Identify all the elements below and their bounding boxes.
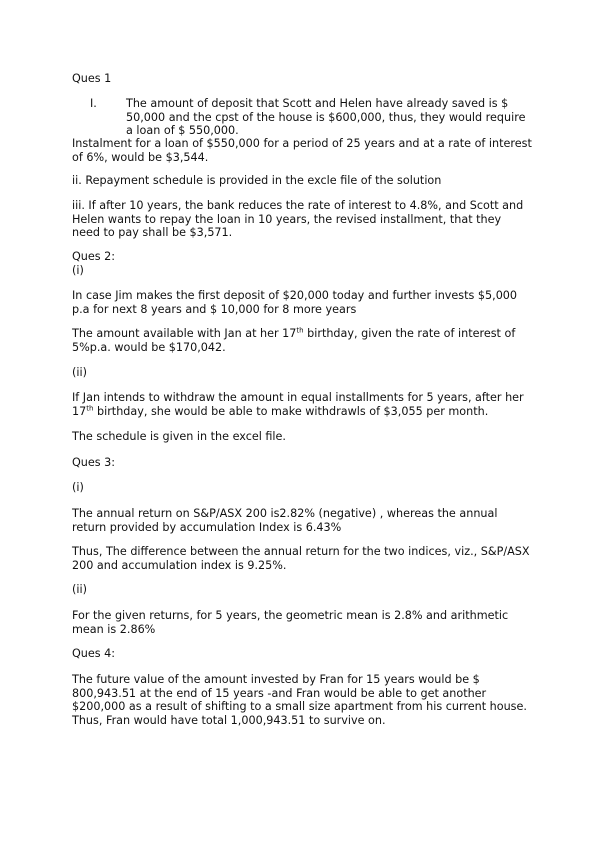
q1-heading: Ques 1 xyxy=(72,72,112,85)
q2-withdrawal-text: If Jan intends to withdraw the amount in equal installments for 5 years, after her 17th birthday, she would be able to make withdrawls of $3,055 per month. xyxy=(72,391,524,418)
q2-amount-available-text: The amount available with Jan at her 17th birthday, given the rate of interest of 5%p.a. would be $170,042. xyxy=(72,326,516,354)
q1-part-iii-text: iii. If after 10 years, the bank reduces the rate of interest to 4.8%, and Scott and Helen wants to repay the loan in 10 years, the revised installment, that they need to pay shall be $3,571. xyxy=(72,199,524,240)
q3-means-text: For the given returns, for 5 years, the geometric mean is 2.8% and arithmetic mean is 2.86% xyxy=(72,609,509,636)
q2-sub-ii-label: (ii) xyxy=(72,366,87,379)
q4-future-value-text: The future value of the amount invested by Fran for 15 years would be $ 800,943.51 at the end of 15 years -and Fran would be able to get another $200,000 as a result of shifting to a small size apartment from his current house. Thus, Fran would have total 1,000,943.51 to survive on. xyxy=(72,673,527,727)
q3-annual-return-text: The annual return on S&P/ASX 200 is2.82% (negative) , whereas the annual return provided by accumulation Index is 6.43% xyxy=(72,507,498,534)
q2-sub-i-label: (i) xyxy=(72,264,84,277)
q4-heading: Ques 4: xyxy=(72,647,116,660)
q2-schedule-text: The schedule is given in the excel file. xyxy=(72,430,286,443)
q1-item-number: I. xyxy=(90,97,97,110)
q1-instalment-text: Instalment for a loan of $550,000 for a period of 25 years and at a rate of interest of 6%, would be $3,544. xyxy=(72,137,532,164)
q1-item-text: The amount of deposit that Scott and Helen have already saved is $ 50,000 and the cpst of the house is $600,000, thus, they would require a loan of $ 550,000. xyxy=(126,97,526,138)
q3-heading: Ques 3: xyxy=(72,456,116,469)
q2-deposit-text: In case Jim makes the first deposit of $20,000 today and further invests $5,000 p.a for next 8 years and $ 10,000 for 8 more years xyxy=(72,289,518,316)
q3-sub-i-label: (i) xyxy=(72,481,84,494)
q2-heading: Ques 2: xyxy=(72,250,116,263)
q3-difference-text: Thus, The difference between the annual return for the two indices, viz., S&P/ASX 200 and accumulation index is 9.25%. xyxy=(72,545,530,572)
q1-part-ii-text: ii. Repayment schedule is provided in the excle file of the solution xyxy=(72,174,442,187)
q3-sub-ii-label: (ii) xyxy=(72,583,87,596)
